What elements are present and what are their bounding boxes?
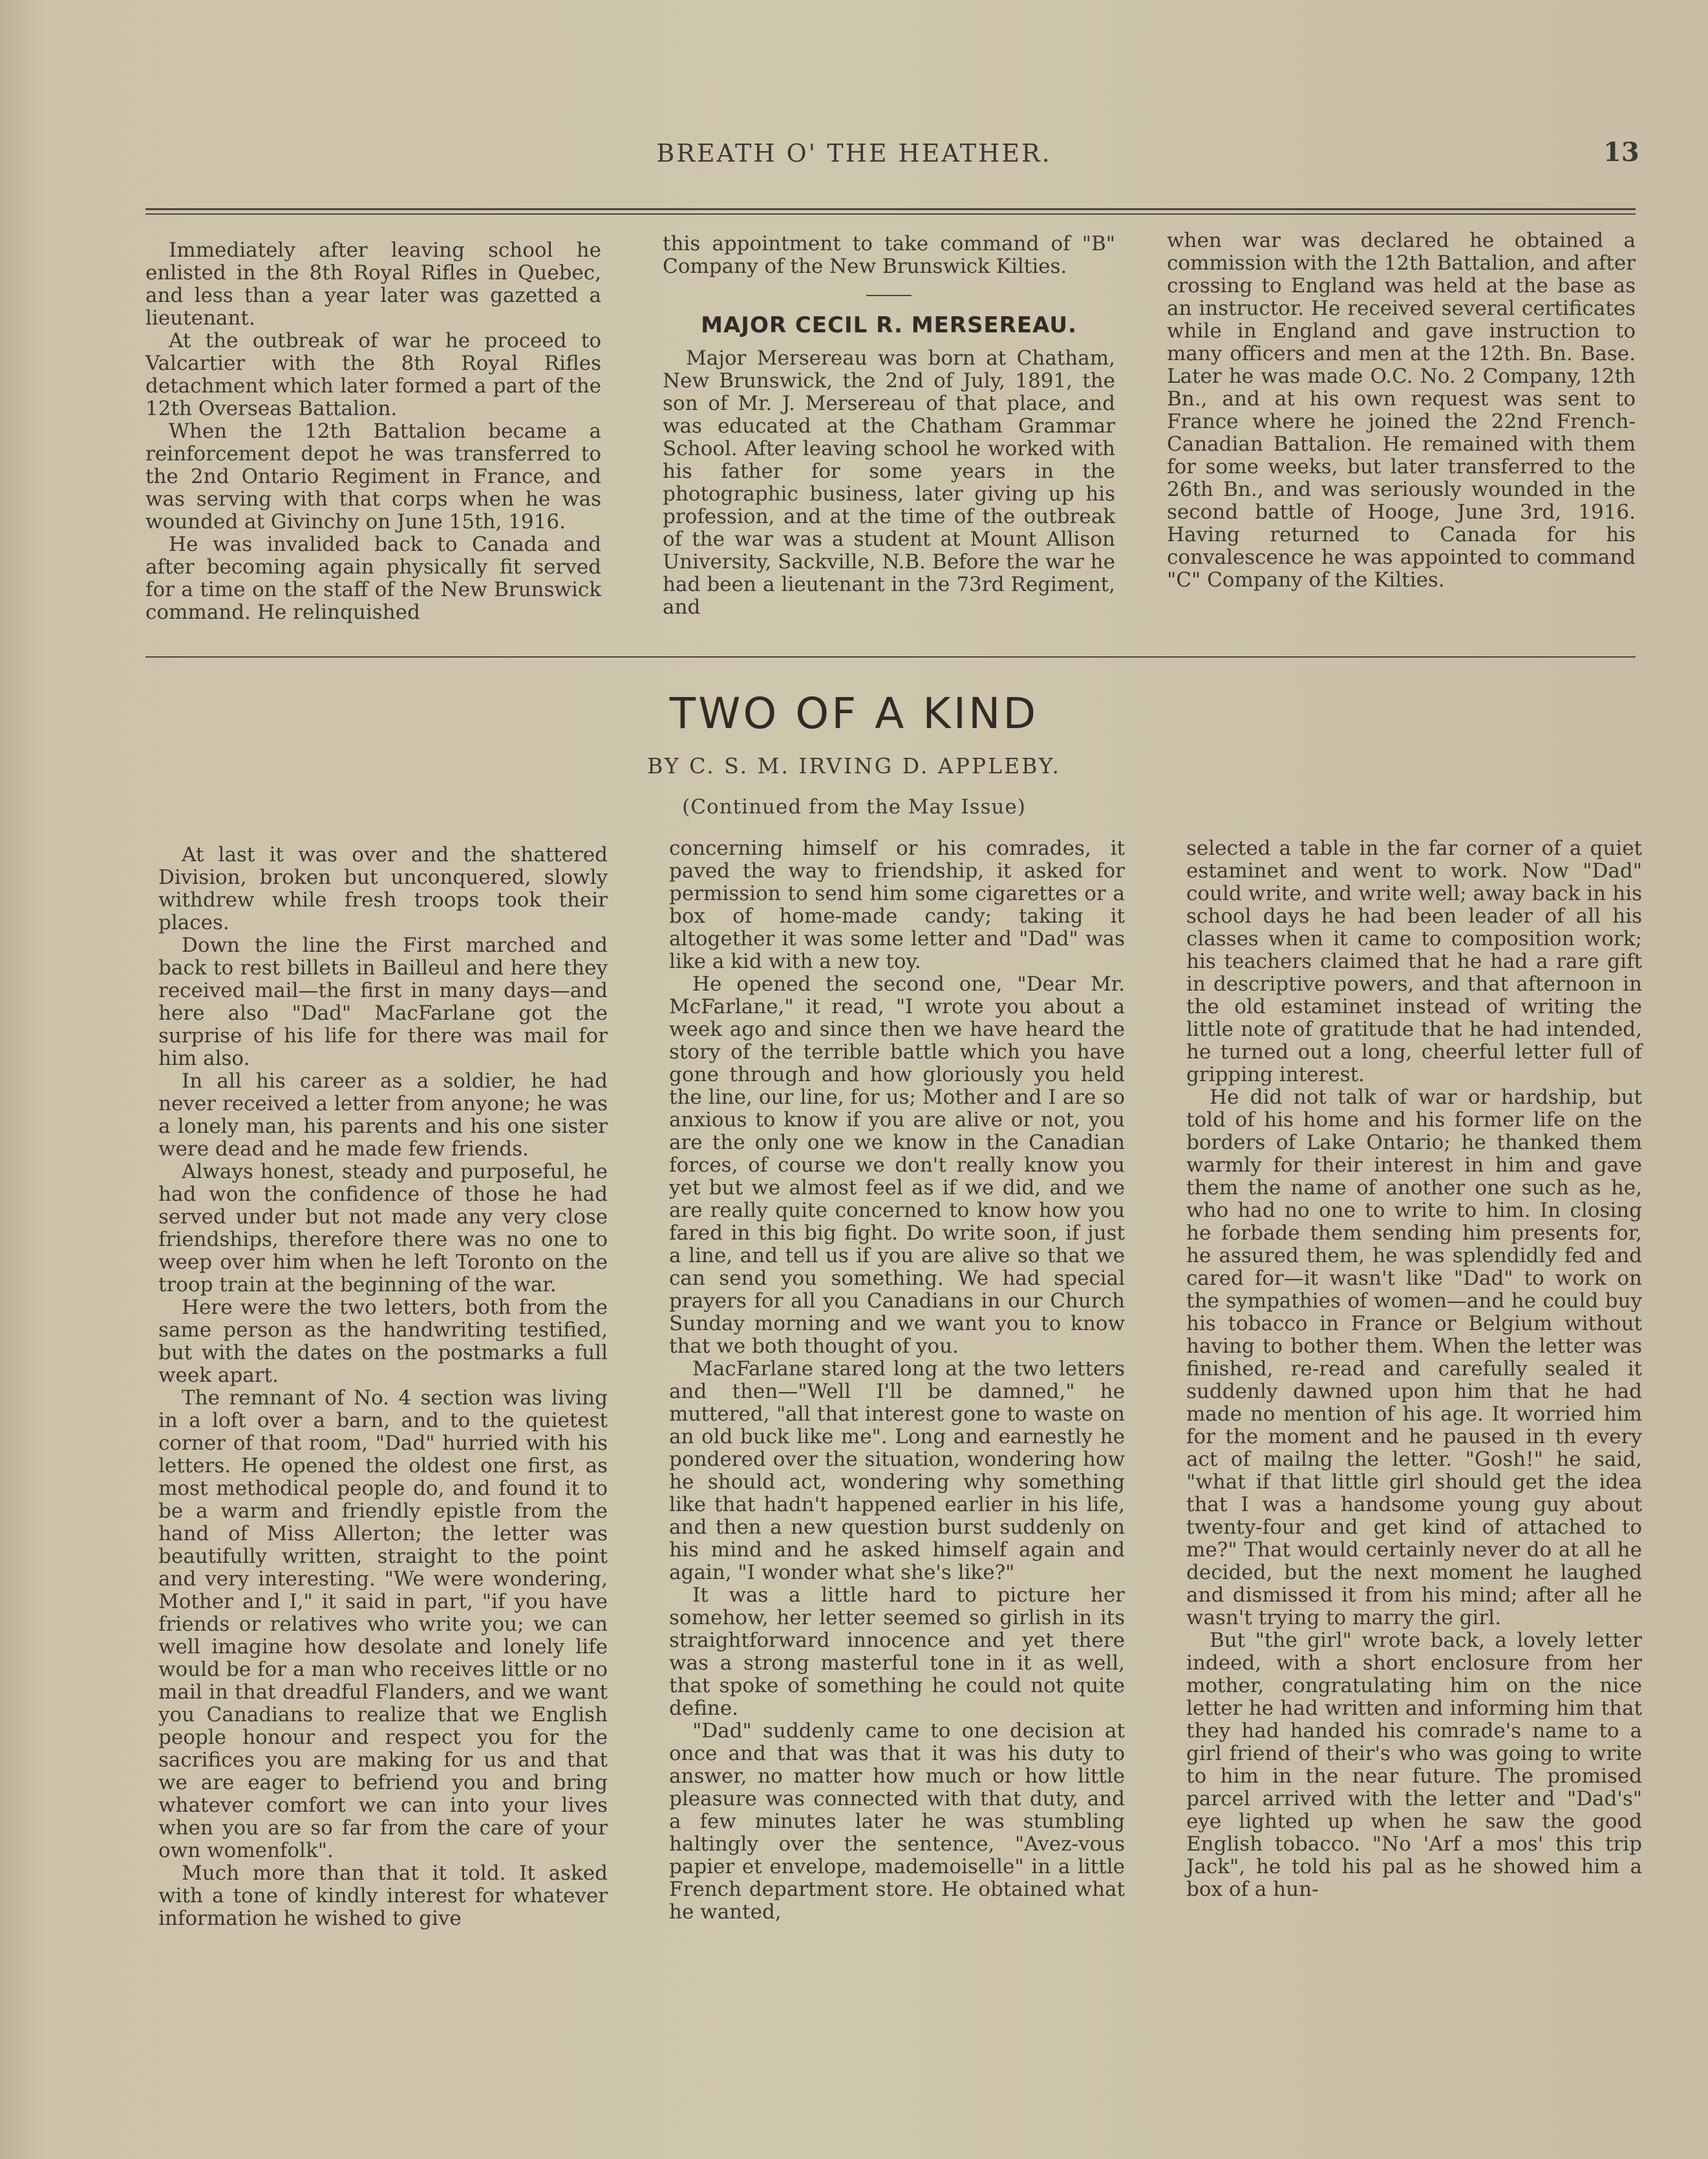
header-rule-top [145,208,1636,210]
top-column-2 [663,233,1115,619]
story-column-1 [158,844,608,1930]
paragraph: when war was declared he obtained a commission with the 12th Battalion, and after crossing to England was held at the base as an instructor. He received several certificates while in England and gave instruction to many officers and men at the 12th. Bn. Base. Later he was made O.C. No. 2 Company, 12th Bn., and at his own request was sent to France where he joined the 22nd French-Canadian Battalion. He remained with them for some weeks, but later transferred to the 26th Bn., and was seriously wounded in the second battle of Hooge, June 3rd, 1916. Having returned to Canada for his convalescence he was appointed to command "C" Company of the Kilties. [1167,229,1636,592]
paragraph: Much more than that it told. It asked with a tone of kindly interest for whatever information he wished to give [158,1862,608,1930]
paragraph: But "the girl" wrote back, a lovely letter indeed, with a short enclosure from her mother, congratulating him on the nice letter he had written and informing him that they had handed his comrade's name to a girl friend of their's who was going to write to him in the near future. The promised parcel arrived with the letter and "Dad's" eye lighted up when he saw the good English tobacco. "No 'Arf a mos' this trip Jack", he told his pal as he showed him a box of a hun- [1186,1629,1642,1901]
paragraph: Immediately after leaving school he enlisted in the 8th Royal Rifles in Quebec, and less than a year later was gazetted a lieutenant. [145,239,601,330]
paragraph: Major Mersereau was born at Chatham, New Brunswick, the 2nd of July, 1891, the son of Mr. J. Mersereau of that place, and was educated at the Chatham Grammar School. After leaving school he worked with his father for some years in the photographic business, later giving up his profession, and at the time of the outbreak of the war was a student at Mount Allison University, Sackville, N.B. Before the war he had been a lieutenant in the 73rd Regiment, and [663,347,1115,619]
story-byline: BY C. S. M. IRVING D. APPLEBY. [647,753,1061,779]
paragraph: Always honest, steady and purposeful, he had won the confidence of those he had served under but not made any very close friendships, therefore there was no one to weep over him when he left Toronto on the troop train at the beginning of the war. [158,1160,608,1296]
paragraph: MacFarlane stared long at the two letters and then—"Well I'll be damned," he muttered, "all that interest gone to waste on an old buck like me". Long and earnestly he pondered over the situation, wondering how he should act, wondering why something like that hadn't happened earlier in his life, and then a new question burst suddenly on his mind and he asked himself again and again, "I wonder what she's like?" [669,1357,1125,1584]
paragraph: selected a table in the far corner of a quiet estaminet and went to work. Now "Dad" could write, and write well; away back in his school days he had been leader of all his classes when it came to composition work; his teachers claimed that he had a rare gift in descriptive powers, and that afternoon in the old estaminet instead of writing the little note of gratitude that he had intended, he turned out a long, cheerful letter full of gripping interest. [1186,837,1642,1086]
paragraph: this appointment to take command of "B" Company of the New Brunswick Kilties. [663,232,1115,278]
story-column-3 [1186,837,1642,1901]
paragraph: At the outbreak of war he proceed to Valcartier with the 8th Royal Rifles detachment which later formed a part of the 12th Overseas Battalion. [145,329,601,420]
header-rule-bottom [145,213,1636,215]
section-rule [145,656,1636,658]
page-number: 13 [1603,137,1639,167]
paragraph: At last it was over and the shattered Division, broken but unconquered, slowly withdrew while fresh troops took their places. [158,843,608,934]
paragraph: He was invalided back to Canada and after becoming again physically fit served for a time on the staff of the New Brunswick command. He relinquished [145,533,601,624]
continued-note: (Continued from the May Issue) [682,795,1026,819]
top-column-3 [1167,230,1636,592]
section-divider [866,295,912,296]
running-header: BREATH O' THE HEATHER. [656,139,1052,167]
top-column-1 [145,239,601,624]
paragraph: It was a little hard to picture her somehow, her letter seemed so girlish in its straightforward innocence and yet there was a strong masterful tone in it as well, that spoke of something he could not quite define. [669,1584,1125,1720]
paragraph: Down the line the First marched and back to rest billets in Bailleul and here they received mail—the first in many days—and here also "Dad" MacFarlane got the surprise of his life for there was mail for him also. [158,934,608,1070]
paragraph: When the 12th Battalion became a reinforcement depot he was transferred to the 2nd Ontario Regiment in France, and was serving with that corps when he was wounded at Givinchy on June 15th, 1916. [145,420,601,533]
paragraph: He did not talk of war or hardship, but told of his home and his former life on the borders of Lake Ontario; he thanked them warmly for their interest in him and gave them the name of another one such as he, who had no one to write to him. In closing he forbade them sending him presents for, he assured them, he was splendidly fed and cared for—it wasn't like "Dad" to work on the sympathies of women—and he could buy his tobacco in France or Belgium without having to bother them. When the letter was finished, re-read and carefully sealed it suddenly dawned upon him that he had made no mention of his age. It worried him for the moment and he paused in th every act of mailng the letter. "Gosh!" he said, "what if that little girl should get the idea that I was a handsome young guy about twenty-four and get kind of attached to me?" That would certainly never do at all he decided, but the next moment he laughed and dismissed it from his mind; after all he wasn't trying to marry the girl. [1186,1086,1642,1629]
paragraph: He opened the second one, "Dear Mr. McFarlane," it read, "I wrote you about a week ago and since then we have heard the story of the terrible battle which you have gone through and how gloriously you held the line, our line, for us; Mother and I are so anxious to know if you are alive or not, you are the only one we know in the Canadian forces, of course we don't really know you yet but we almost feel as if we did, and we are really quite concerned to know how you fared in this big fight. Do write soon, if just a line, and tell us if you are alive so that we can send you something. We had special prayers for all you Canadians in our Church Sunday morning and we want you to know that we both thought of you. [669,972,1125,1358]
paragraph: "Dad" suddenly came to one decision at once and that was that it was his duty to answer, no matter how much or how little pleasure was connected with that duty, and a few minutes later he was stumbling haltingly over the sentence, "Avez-vous papier et envelope, mademoiselle" in a little French department store. He obtained what he wanted, [669,1719,1125,1924]
paragraph: Here were the two letters, both from the same person as the handwriting testified, but with the dates on the postmarks a full week apart. [158,1296,608,1387]
paragraph: In all his career as a soldier, he had never received a letter from anyone; he was a lonely man, his parents and his one sister were dead and he made few friends. [158,1069,608,1161]
story-title: TWO OF A KIND [669,689,1039,738]
section-heading: MAJOR CECIL R. MERSEREAU. [701,312,1077,338]
paragraph: The remnant of No. 4 section was living in a loft over a barn, and to the quietest corner of that room, "Dad" hurried with his letters. He opened the oldest one first, as most methodical people do, and found it to be a warm and friendly epistle from the hand of Miss Allerton; the letter was beautifully written, straight to the point and very interesting. "We were wondering, Mother and I," it said in part, "if you have friends or relatives who write you; we can well imagine how desolate and lonely life would be for a man who receives little or no mail in that dreadful Flanders, and we want you Canadians to realize that we English people honour and respect you for the sacrifices you are making for us and that we are eager to befriend you and bring whatever comfort we can into your lives when you are so far from the care of your own womenfolk". [158,1386,608,1862]
story-column-2 [669,837,1125,1924]
paragraph: concerning himself or his comrades, it paved the way to friendship, it asked for permission to send him some cigarettes or a box of home-made candy; taking it altogether it was some letter and "Dad" was like a kid with a new toy. [669,837,1125,973]
